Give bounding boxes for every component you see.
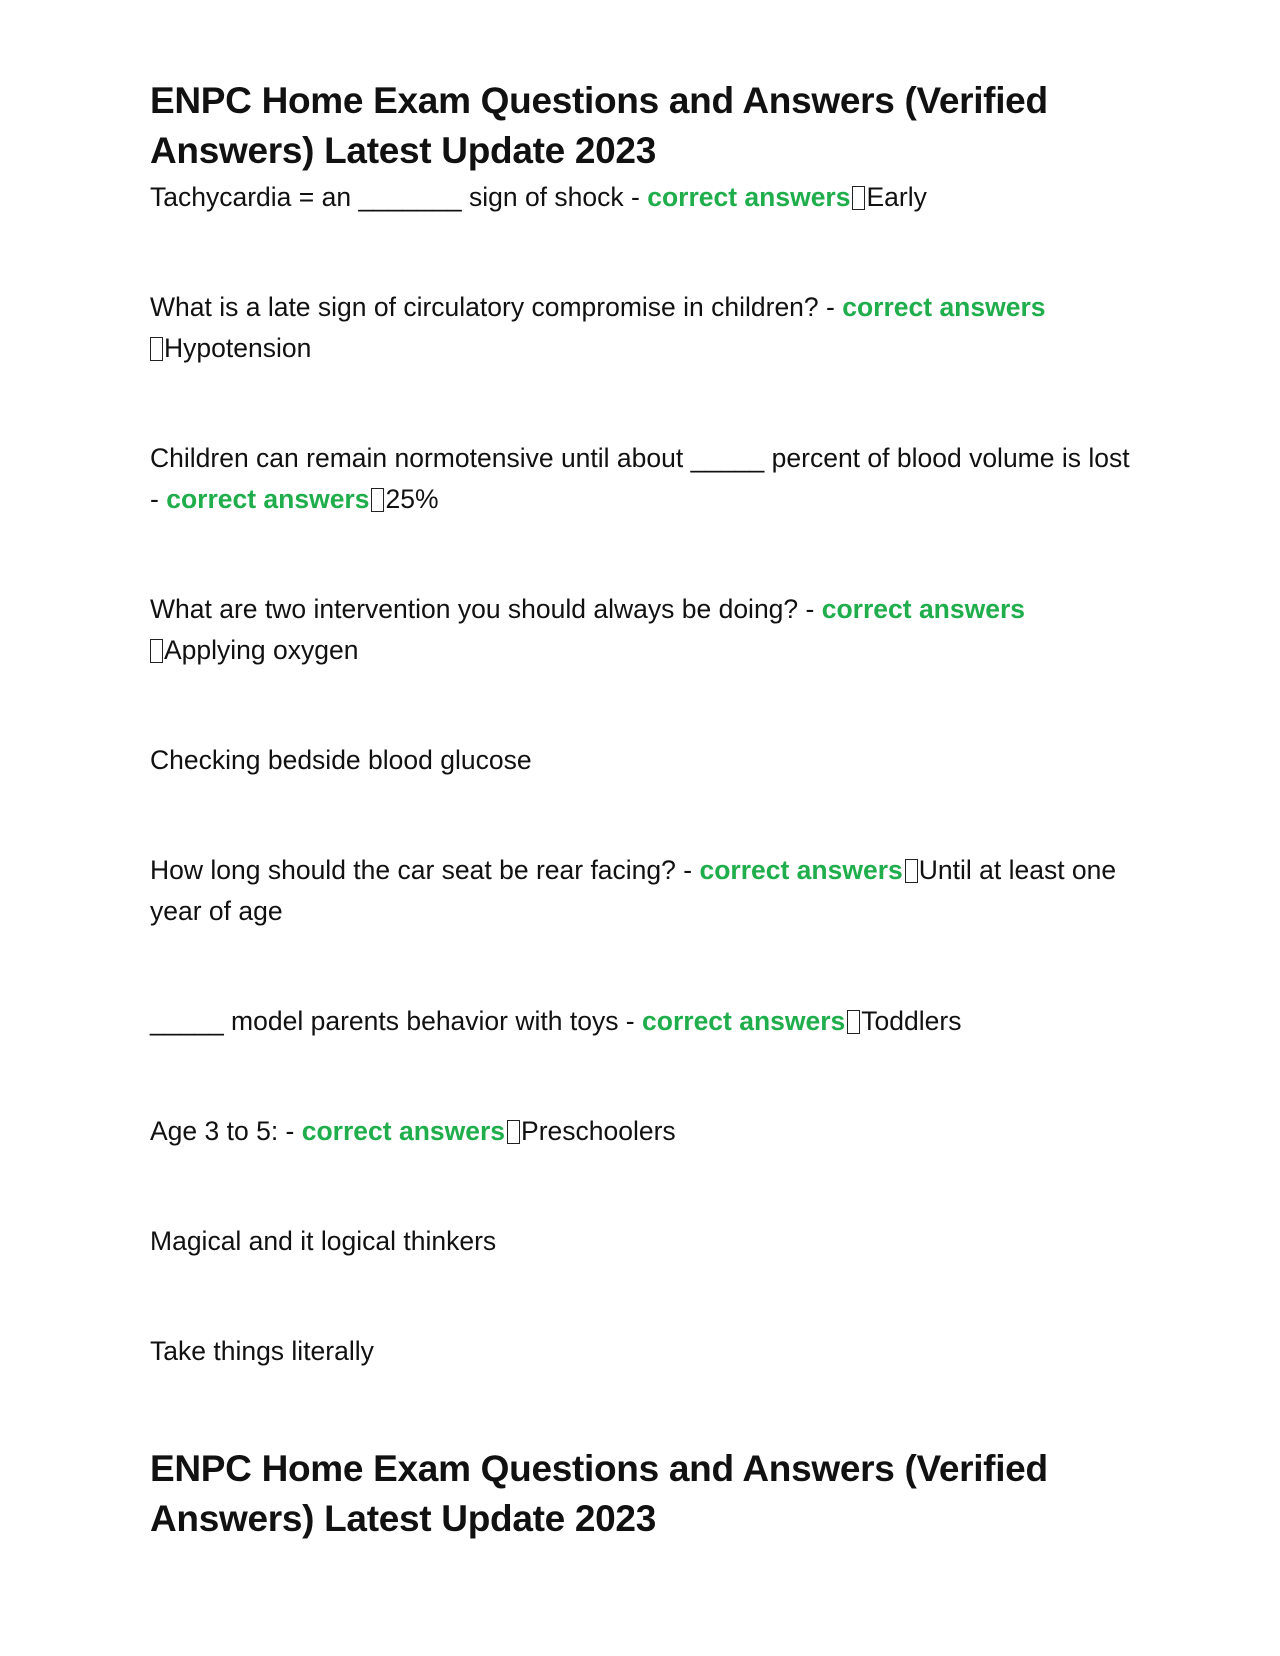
answer-label: correct answers — [642, 1006, 846, 1036]
footer-title: ENPC Home Exam Questions and Answers (Verified Answers) Latest Update 2023 — [150, 1448, 1048, 1539]
missing-glyph-icon — [150, 639, 163, 663]
answer-text: Until at least one year of age — [150, 855, 1117, 926]
missing-glyph-icon — [905, 859, 918, 883]
missing-glyph-icon — [371, 488, 384, 512]
document-title: ENPC Home Exam Questions and Answers (Verified Answers) Latest Update 2023 — [150, 80, 1048, 171]
missing-glyph-icon — [847, 1010, 860, 1034]
answer-text: 25% — [385, 484, 439, 514]
answer-continuation: Checking bedside blood glucose — [150, 745, 532, 775]
missing-glyph-icon — [150, 337, 163, 361]
missing-glyph-icon — [507, 1120, 520, 1144]
answer-label: correct answers — [166, 484, 370, 514]
answer-text: Preschoolers — [521, 1116, 676, 1146]
qa-entry — [150, 1111, 1130, 1152]
question-text: Children can remain normotensive until about _____ percent of blood volume is lost - — [150, 443, 1130, 514]
answer-label: correct answers — [842, 292, 1046, 322]
question-text: What are two intervention you should always be doing? - — [150, 594, 815, 624]
answer-text: Applying oxygen — [164, 635, 359, 665]
question-text: Tachycardia = an _______ sign of shock - — [150, 182, 640, 212]
answer-label: correct answers — [301, 1116, 506, 1146]
qa-entry — [150, 1001, 1130, 1042]
question-text: _____ model parents behavior with toys - — [150, 1006, 635, 1036]
answer-label: correct answers — [647, 182, 851, 212]
question-text: How long should the car seat be rear facing? - — [150, 855, 693, 885]
qa-entry — [150, 177, 1130, 218]
answer-text: Toddlers — [861, 1006, 962, 1036]
question-text: Age 3 to 5: - — [150, 1116, 295, 1146]
missing-glyph-icon — [852, 186, 865, 210]
answer-text: Early — [866, 182, 927, 212]
question-text: What is a late sign of circulatory compromise in children? - — [150, 292, 835, 322]
answer-text: Hypotension — [164, 333, 312, 363]
answer-label: correct answers — [821, 594, 1026, 624]
qa-entry — [150, 850, 1130, 932]
qa-entry — [150, 287, 1130, 369]
qa-entry — [150, 589, 1130, 671]
answer-continuation: Take things literally — [150, 1336, 374, 1366]
qa-entry — [150, 438, 1130, 520]
answer-continuation: Magical and it logical thinkers — [150, 1226, 497, 1256]
answer-label: correct answers — [699, 855, 903, 885]
document-page — [150, 76, 1130, 1372]
